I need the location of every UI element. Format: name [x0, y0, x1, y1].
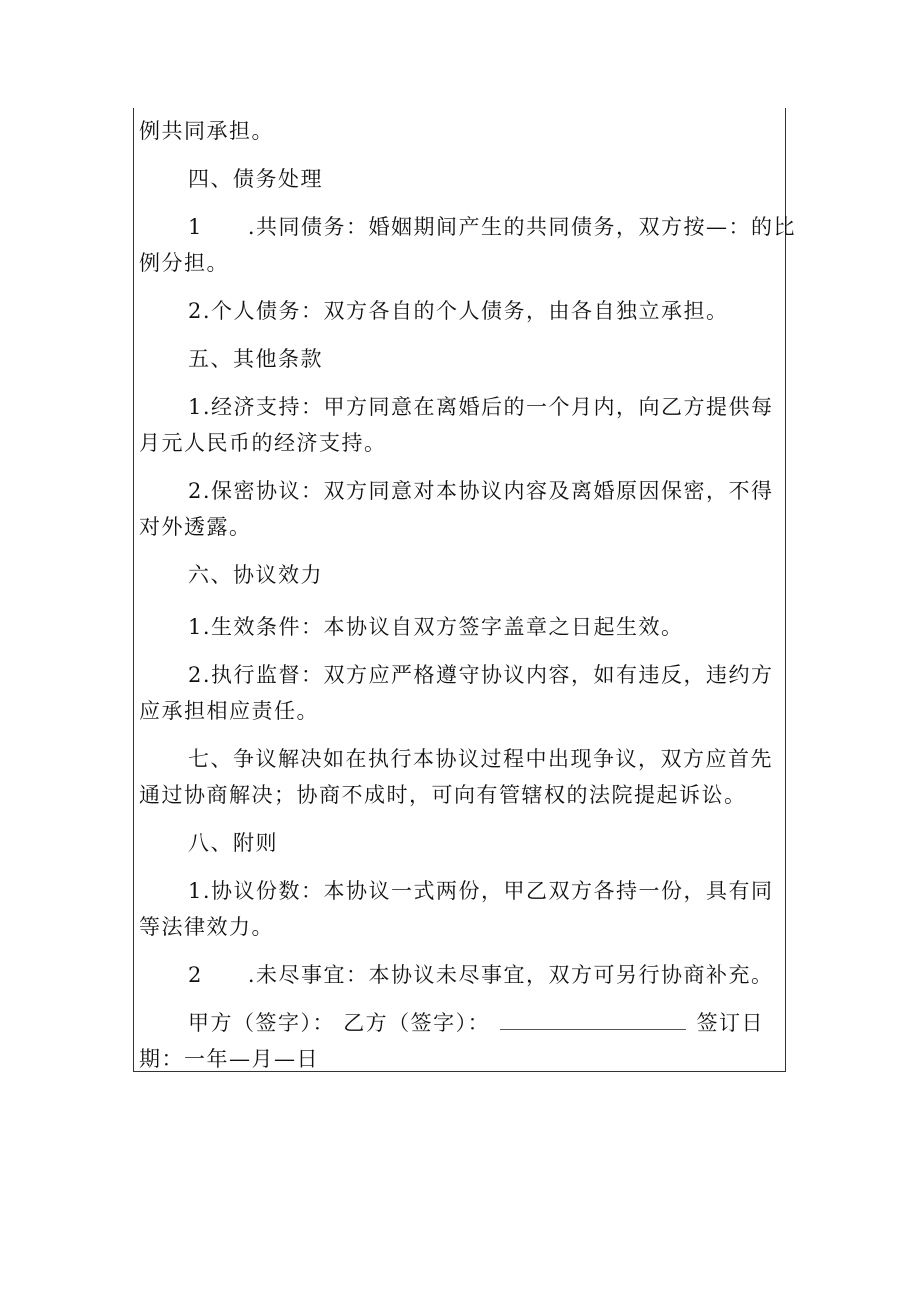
text-line-5: 2.个人债务：双方各自的个人债务，由各自独立承担。	[188, 299, 729, 323]
text-line-15: 七、争议解决如在执行本协议过程中出现争议，双方应首先	[188, 747, 773, 771]
text-line-1: 例共同承担。	[139, 119, 274, 143]
section-heading-effect: 六、协议效力	[188, 563, 323, 587]
text-line-18: 1.协议份数：本协议一式两份，甲乙双方各持一份，具有同	[188, 879, 774, 903]
text-line-3: 1 .共同债务：婚姻期间产生的共同债务，双方按—：的比	[188, 215, 797, 239]
signature-line	[188, 1005, 833, 1041]
section-heading-other: 五、其他条款	[188, 347, 323, 371]
text-line-12: 1.生效条件：本协议自双方签字盖章之日起生效。	[188, 615, 684, 639]
text-line-9: 2.保密协议：双方同意对本协议内容及离婚原因保密，不得	[188, 479, 774, 503]
text-line-13: 2.执行监督：双方应严格遵守协议内容，如有违反，违约方	[188, 663, 774, 687]
text-line-7: 1.经济支持：甲方同意在离婚后的一个月内，向乙方提供每	[188, 395, 774, 419]
party-a-signature-label: 甲方（签字）：	[188, 1011, 335, 1035]
signature-blank-line	[500, 1007, 686, 1030]
text-line-8: 月元人民币的经济支持。	[139, 431, 387, 455]
text-line-16: 通过协商解决；协商不成时，可向有管辖权的法院提起诉讼。	[139, 783, 747, 807]
text-line-19: 等法律效力。	[139, 915, 274, 939]
section-heading-debt: 四、债务处理	[188, 167, 323, 191]
party-b-signature-label: 乙方（签字）：	[343, 1011, 491, 1035]
date-line: 期：一年—月—日	[139, 1047, 319, 1071]
text-line-4: 例分担。	[139, 251, 229, 275]
section-heading-supplementary: 八、附则	[188, 831, 278, 855]
text-line-14: 应承担相应责任。	[139, 699, 319, 723]
text-line-20: 2 .未尽事宜：本协议未尽事宜，双方可另行协商补充。	[188, 963, 774, 987]
text-line-10: 对外透露。	[139, 515, 252, 539]
date-label: 签订日	[696, 1011, 765, 1035]
